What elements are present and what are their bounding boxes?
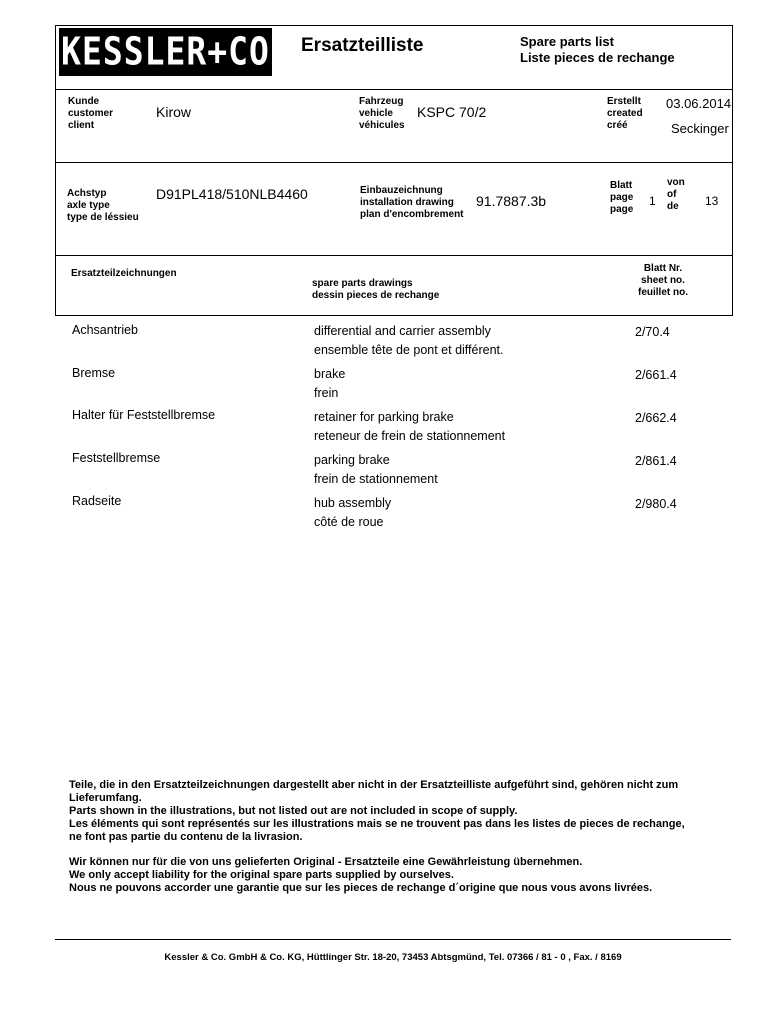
page-value: 1 <box>649 194 656 208</box>
row-5-fr: côté de roue <box>314 515 384 529</box>
footer-address: Kessler & Co. GmbH & Co. KG, Hüttlinger Str. 18-20, 73453 Abtsgmünd, Tel. 07366 / 81 - 0 , Fax. / 8169 <box>164 952 622 963</box>
notes-scope-line: Parts shown in the illustrations, but not listed out are not included in scope of supply. <box>69 805 518 817</box>
notes-scope-line: Les éléments qui sont représentés sur les illustrations mais se ne trouvent pas dans les listes de pieces de rechange, <box>69 818 685 830</box>
subtitle-en: Spare parts list <box>520 34 614 49</box>
col-header-sheet-de: Blatt Nr. <box>643 263 683 274</box>
col-header-sheet <box>628 263 698 299</box>
row-4-en: parking brake <box>314 453 390 467</box>
notes-liability <box>69 856 739 895</box>
vehicle-label <box>359 96 405 132</box>
page-label-de: Blatt <box>610 180 633 191</box>
row-4-fr: frein de stationnement <box>314 472 438 486</box>
notes-liability-line: Nous ne pouvons accorder une garantie que sur les pieces de rechange d´origine que nous vous avons livrées. <box>69 882 653 894</box>
vehicle-label-de: Fahrzeug <box>359 96 404 107</box>
page-label-fr: page <box>610 204 634 215</box>
row-2-sheet: 2/661.4 <box>635 368 677 382</box>
row-2-en: brake <box>314 367 346 381</box>
created-label-fr: créé <box>607 120 628 131</box>
row-2-translation <box>314 365 345 403</box>
col-header-en: spare parts drawings <box>312 278 413 289</box>
page-label-en: page <box>610 192 634 203</box>
row-3-de: Halter für Feststellbremse <box>72 408 216 422</box>
notes-liability-line: We only accept liability for the original spare parts supplied by ourselves. <box>69 869 454 881</box>
axle-value: D91PL418/510NLB4460 <box>156 186 308 202</box>
col-header-fr: dessin pieces de rechange <box>312 290 440 301</box>
customer-label <box>68 96 113 132</box>
header-divider-2 <box>55 162 733 163</box>
axle-label <box>67 188 139 224</box>
row-1-translation <box>314 322 503 360</box>
row-1-en: differential and carrier assembly <box>314 324 491 338</box>
row-1-fr: ensemble tête de pont et différent. <box>314 343 504 357</box>
drawing-label-fr: plan d'encombrement <box>360 209 464 220</box>
col-header-drawings-de: Ersatzteilzeichnungen <box>71 268 177 279</box>
notes-scope-line: Teile, die in den Ersatzteilzeichnungen dargestellt aber nicht in der Ersatzteilliste aufgeführt sind, gehören nicht zum <box>69 779 679 791</box>
row-1-sheet: 2/70.4 <box>635 325 670 339</box>
created-date: 03.06.2014 <box>666 96 732 111</box>
created-label-en: created <box>607 108 643 119</box>
row-4-translation <box>314 451 438 489</box>
customer-label-en: customer <box>68 108 114 119</box>
col-header-sheet-en: sheet no. <box>641 275 685 286</box>
customer-label-fr: client <box>68 120 95 131</box>
notes-liability-line: Wir können nur für die von uns gelieferten Original - Ersatzteile eine Gewährleistung übernehmen. <box>69 856 583 868</box>
customer-label-de: Kunde <box>68 96 100 107</box>
customer-value: Kirow <box>156 104 192 120</box>
row-3-sheet: 2/662.4 <box>635 411 677 425</box>
notes-scope-line: ne font pas partie du contenu de la livrasion. <box>69 831 303 843</box>
of-label <box>667 177 685 213</box>
row-3-en: retainer for parking brake <box>314 410 454 424</box>
row-3-fr: reteneur de frein de stationnement <box>314 429 506 443</box>
footer-rule <box>55 939 731 940</box>
vehicle-label-en: vehicle <box>359 108 393 119</box>
created-by: Seckinger <box>671 121 729 136</box>
subtitle-fr: Liste pieces de rechange <box>520 50 675 65</box>
header-divider-3 <box>55 255 733 256</box>
of-label-de: von <box>667 177 685 188</box>
notes-scope <box>69 779 739 844</box>
vehicle-label-fr: véhicules <box>359 120 405 131</box>
header-divider-1 <box>55 89 733 90</box>
of-label-fr: de <box>667 201 679 212</box>
row-3-translation <box>314 408 505 446</box>
created-label <box>607 96 643 132</box>
page-label <box>610 180 633 216</box>
document-title: Ersatzteilliste <box>301 35 424 56</box>
row-4-sheet: 2/861.4 <box>635 454 677 468</box>
row-2-de: Bremse <box>72 366 116 380</box>
row-2-fr: frein <box>314 386 339 400</box>
col-header-sheet-fr: feuillet no. <box>638 287 688 298</box>
row-5-en: hub assembly <box>314 496 392 510</box>
notes-scope-line: Lieferumfang. <box>69 792 142 804</box>
drawing-value: 91.7887.3b <box>476 193 547 209</box>
of-label-en: of <box>667 189 677 200</box>
of-value: 13 <box>705 194 719 208</box>
row-5-translation <box>314 494 391 532</box>
drawing-label-en: installation drawing <box>360 197 454 208</box>
created-label-de: Erstellt <box>607 96 641 107</box>
axle-label-de: Achstyp <box>67 188 107 199</box>
row-5-sheet: 2/980.4 <box>635 497 677 511</box>
logo-text: KESSLER+CO <box>61 29 270 74</box>
company-logo <box>59 28 272 76</box>
drawing-label-de: Einbauzeichnung <box>360 185 443 196</box>
vehicle-value: KSPC 70/2 <box>417 104 487 120</box>
axle-label-en: axle type <box>67 200 110 211</box>
drawing-label <box>360 185 464 221</box>
row-1-de: Achsantrieb <box>72 323 139 337</box>
row-4-de: Feststellbremse <box>72 451 161 465</box>
row-5-de: Radseite <box>72 494 122 508</box>
col-header-drawings-en-fr <box>312 278 439 302</box>
axle-label-fr: type de léssieu <box>67 212 139 223</box>
